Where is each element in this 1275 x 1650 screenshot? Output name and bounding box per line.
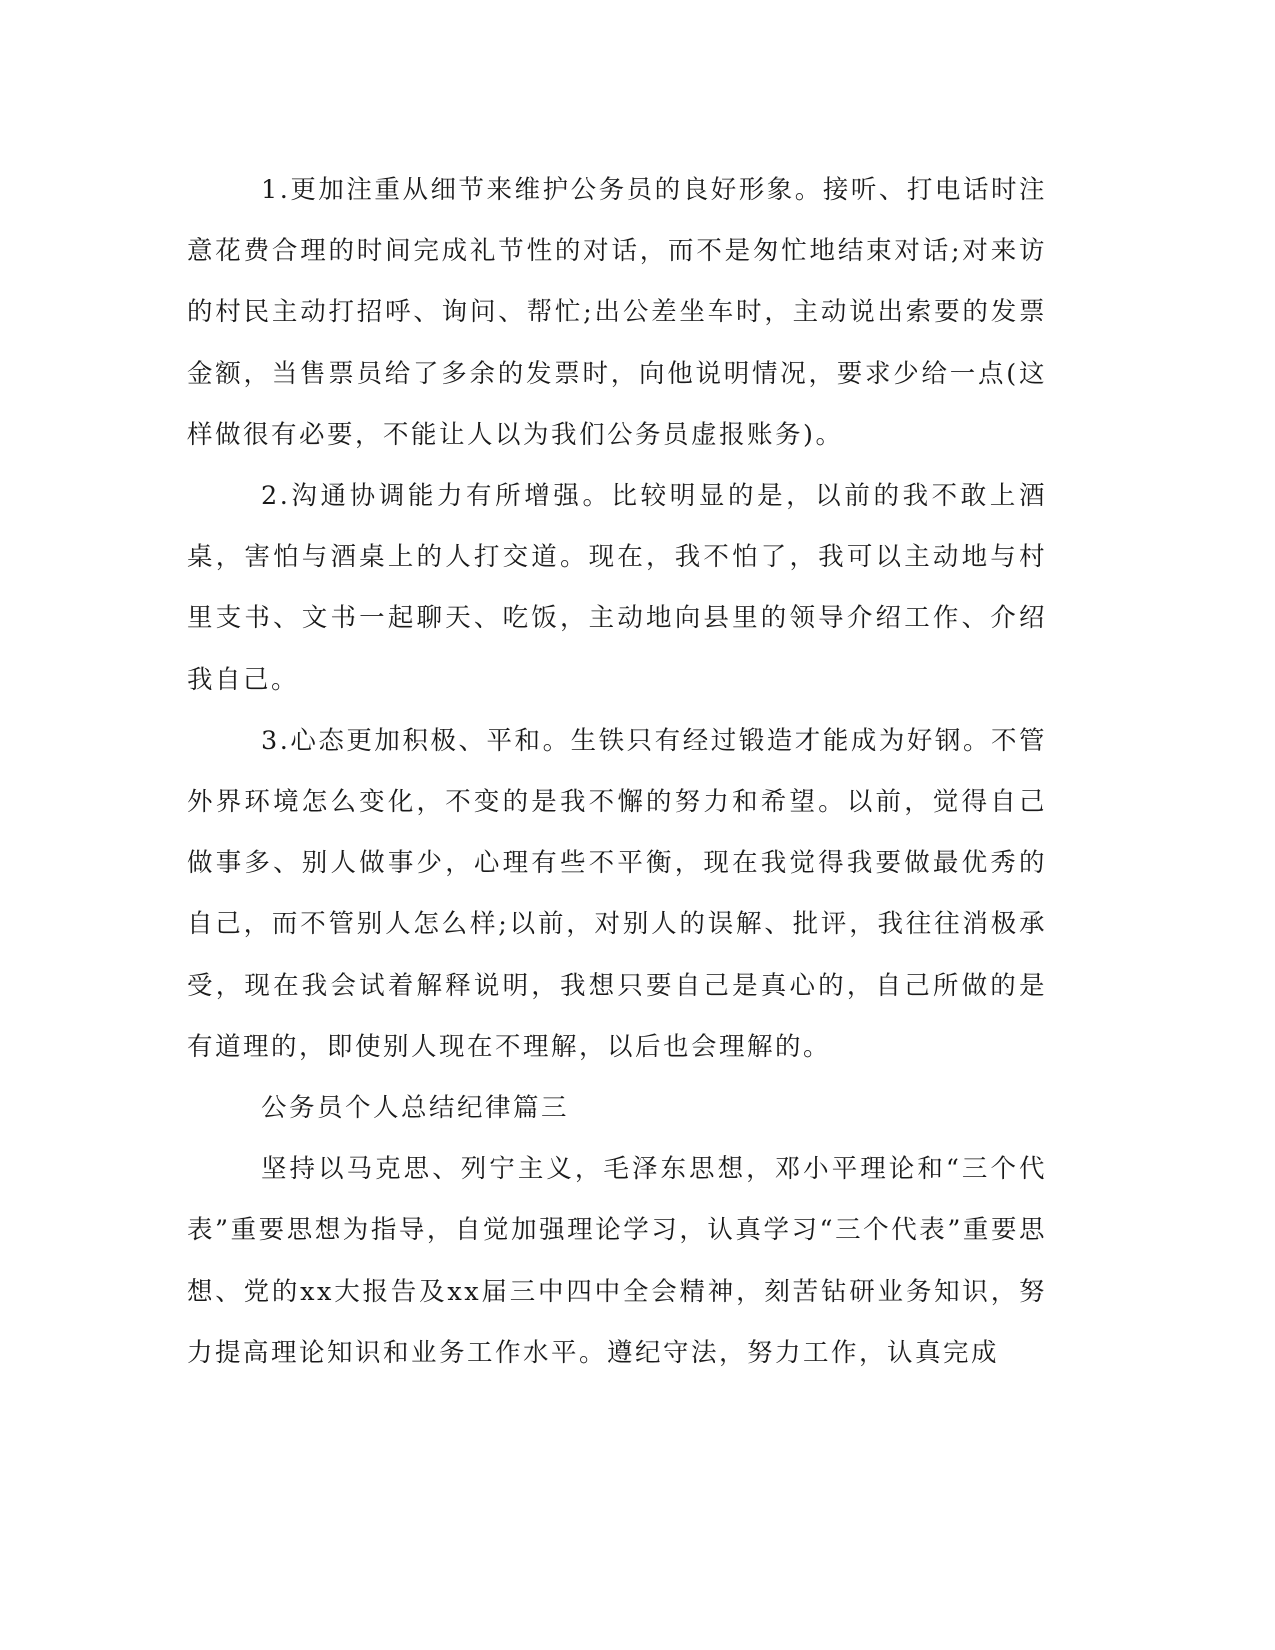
paragraph-3: 3.心态更加积极、平和。生铁只有经过锻造才能成为好钢。不管外界环境怎么变化，不变的是我不懈的努力和希望。以前，觉得自己做事多、别人做事少，心理有些不平衡，现在我觉得我要做最优秀的自己，而不管别人怎么样;以前，对别人的误解、批评，我往往消极承受，现在我会试着解释说明，我想只要自己是真心的，自己所做的是有道理的，即使别人现在不理解，以后也会理解的。 [187,725,1047,1062]
paragraph-2: 2.沟通协调能力有所增强。比较明显的是，以前的我不敢上酒桌，害怕与酒桌上的人打交道。现在，我不怕了，我可以主动地与村里支书、文书一起聊天、吃饭，主动地向县里的领导介绍工作、介绍我自己。 [187,481,1047,695]
section-heading: 公务员个人总结纪律篇三 [261,1093,570,1124]
document-body [187,160,1047,1384]
closing-paragraph: 坚持以马克思、列宁主义，毛泽东思想，邓小平理论和“三个代表”重要思想为指导，自觉加强理论学习，认真学习“三个代表”重要思想、党的xx大报告及xx届三中四中全会精神，刻苦钻研业务知识，努力提高理论知识和业务工作水平。遵纪守法，努力工作，认真完成 [187,1154,1047,1368]
paragraph-1: 1.更加注重从细节来维护公务员的良好形象。接听、打电话时注意花费合理的时间完成礼节性的对话，而不是匆忙地结束对话;对来访的村民主动打招呼、询问、帮忙;出公差坐车时，主动说出索要的发票金额，当售票员给了多余的发票时，向他说明情况，要求少给一点(这样做很有必要，不能让人以为我们公务员虚报账务)。 [187,175,1047,450]
